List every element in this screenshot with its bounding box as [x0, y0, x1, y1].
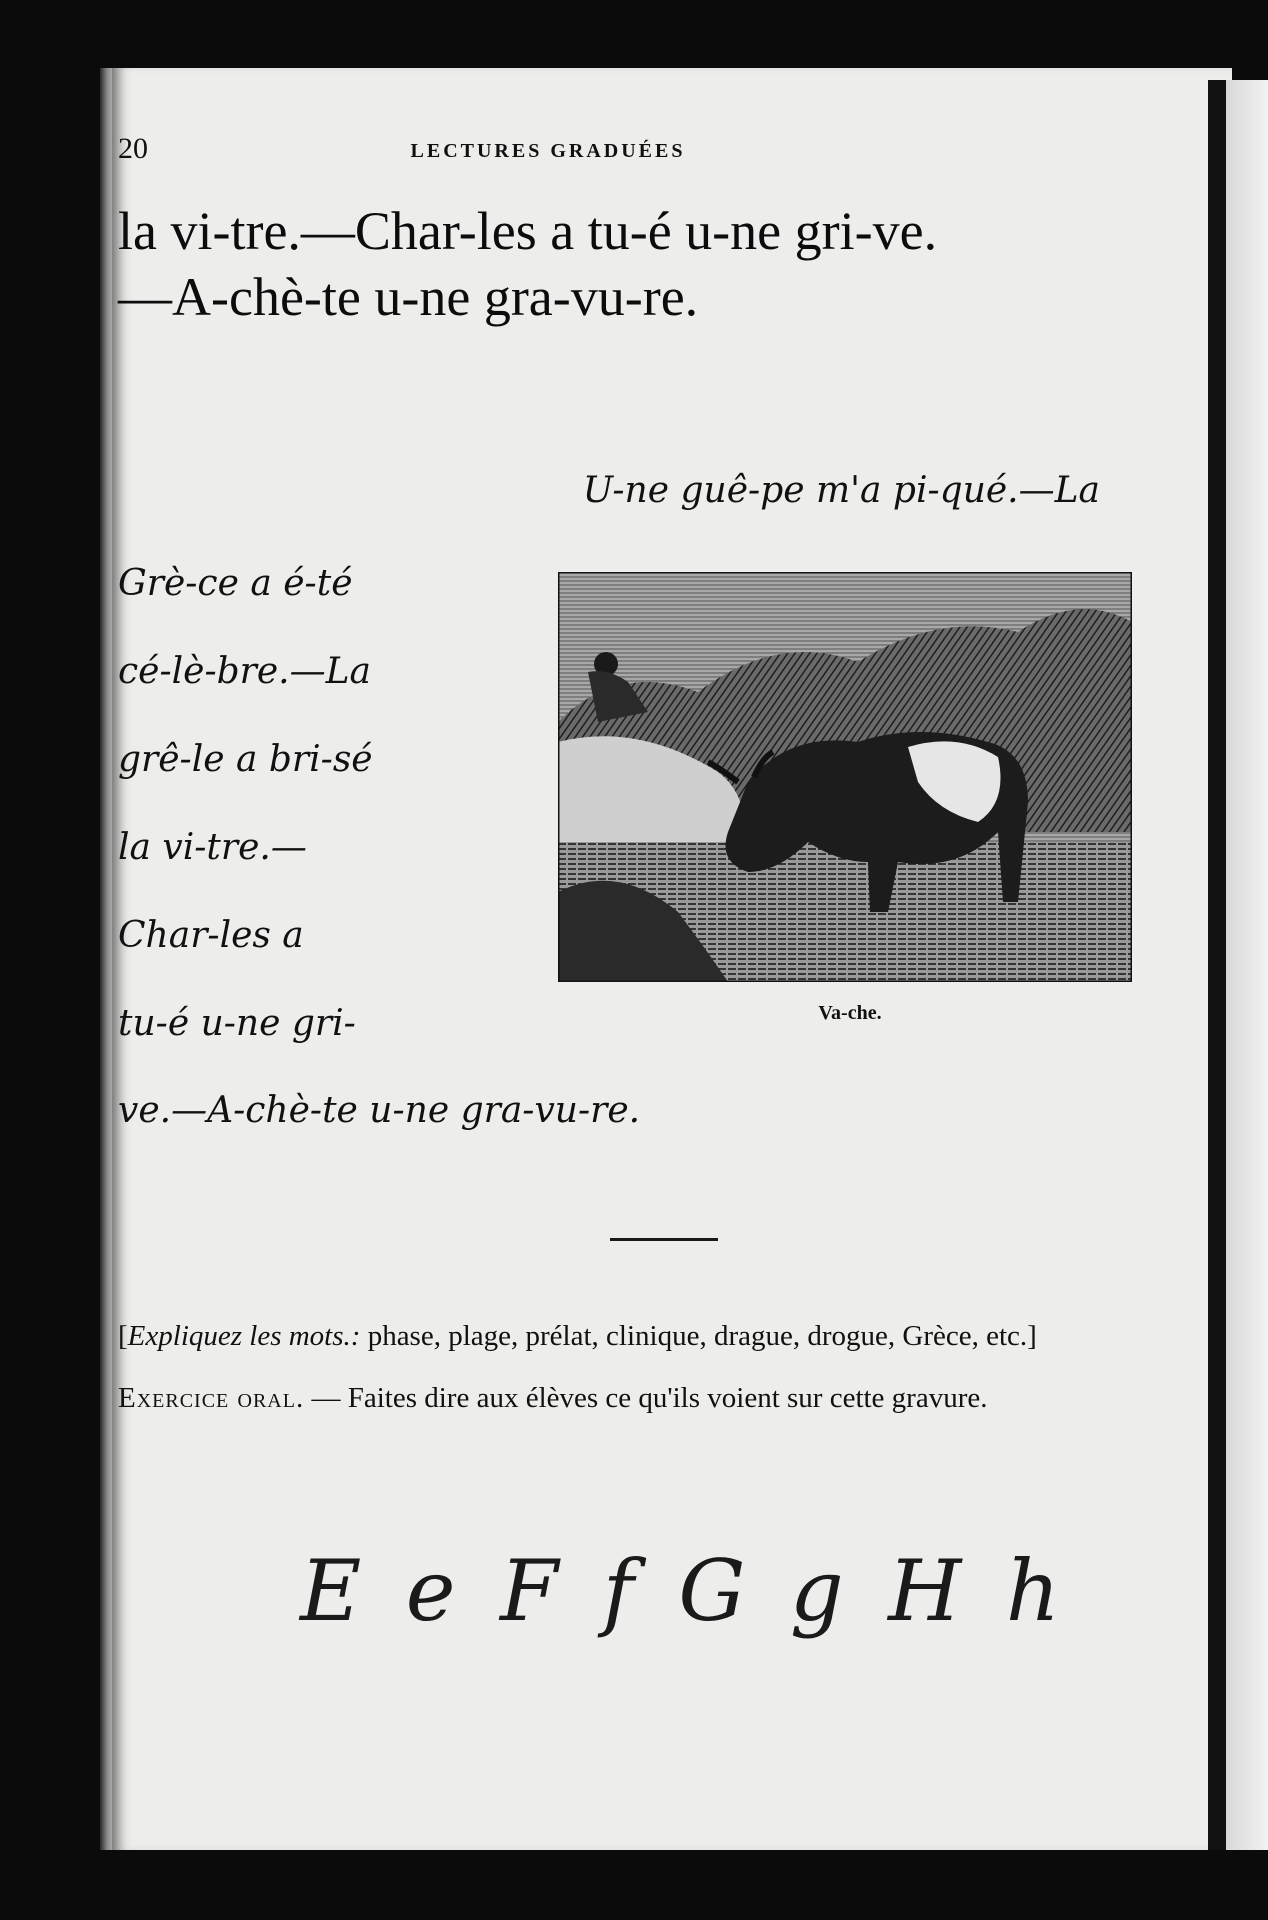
alphabet-letter: g — [789, 1542, 844, 1640]
alphabet-letter: H — [888, 1542, 962, 1640]
print-line: la vi-tre.—Char-les a tu-é u-ne gri-ve. — [118, 201, 938, 261]
alphabet-letter: G — [678, 1542, 746, 1640]
print-line: —A-chè-te u-ne gra-vu-re. — [118, 267, 699, 327]
alphabet-letter: e — [405, 1542, 456, 1640]
explain-words-note: [Expliquez les mots.: phase, plage, prélat, clinique, drague, drogue, Grèce, etc.] — [118, 1320, 1037, 1352]
next-page-edge — [1208, 80, 1226, 1850]
section-divider — [610, 1238, 718, 1241]
alphabet-letter: E — [300, 1542, 362, 1640]
alphabet-letter: F — [499, 1542, 559, 1640]
script-line: U-ne guê-pe m'a pi-qué.—La — [582, 470, 1100, 511]
script-line: grê-le a bri-sé — [118, 739, 373, 780]
alphabet-letter: f — [602, 1542, 634, 1640]
exercise-title: Exercice oral. — [118, 1382, 305, 1414]
script-line: Grè-ce a é-té — [118, 563, 353, 604]
running-head: LECTURES GRADUÉES — [410, 140, 686, 162]
alphabet-letter: h — [1005, 1542, 1060, 1640]
cow-engraving — [558, 572, 1132, 982]
oral-exercise-note — [118, 1378, 1106, 1418]
script-line: la vi-tre.— — [118, 827, 307, 868]
script-column — [118, 540, 538, 1068]
page-number: 20 — [118, 132, 148, 165]
explain-text: phase, plage, prélat, clinique, drague, drogue, Grèce, etc.] — [360, 1320, 1037, 1352]
script-line: Char-les a — [118, 915, 304, 956]
script-alphabet — [300, 1542, 1060, 1640]
exercise-text: — Faites dire aux élèves ce qu'ils voient sur cette gravure. — [304, 1382, 988, 1414]
printed-reading-text — [118, 198, 1028, 330]
explain-lead: Expliquez les mots.: — [127, 1320, 361, 1352]
script-line: cé-lè-bre.—La — [118, 651, 371, 692]
next-page-margin — [1226, 80, 1268, 1850]
illustration-caption: Va-che. — [818, 1002, 882, 1024]
lesson-notes — [118, 1316, 1106, 1440]
script-line: ve.—A-chè-te u-ne gra-vu-re. — [118, 1090, 641, 1131]
script-line: tu-é u-ne gri- — [118, 1003, 356, 1044]
